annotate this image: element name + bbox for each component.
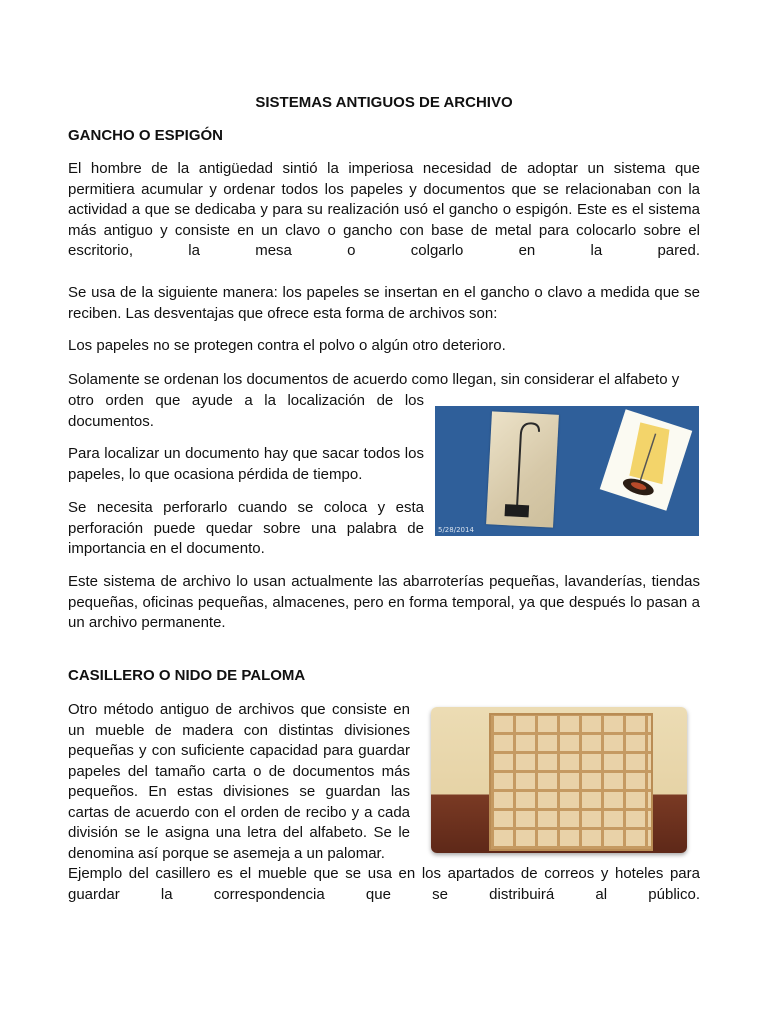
paragraph-text: Los papeles no se protegen contra el polvo o algún otro deterioro. [68,337,506,354]
paragraph-text: Ejemplo del casillero es el mueble que se usa en los apartados de correos y hoteles para guardar la correspondencia que se distribuirá al público. [68,865,700,903]
paragraph [68,444,424,485]
hook-icon [486,411,559,527]
spike-card [600,409,693,511]
section-heading-casillero: CASILLERO O NIDO DE PALOMA [68,667,306,684]
paragraph-text: Solamente se ordenan los documentos de acuerdo como llegan, sin considerar el alfabeto y [68,371,680,388]
gancho-espigon-image [435,406,699,536]
paragraph [68,391,424,432]
paragraph [68,572,700,634]
paragraph-text: Este sistema de archivo lo usan actualmente las abarroterías pequeñas, lavanderías, tiendas pequeñas, oficinas pequeñas, almacenes, pero en forma temporal, ya que después lo pasan a un archivo permanente. [68,573,700,631]
pigeonhole-shelf [489,713,653,851]
paragraph-text: otro orden que ayude a la localización de los documentos. [68,392,424,430]
paragraph-text: Se necesita perforarlo cuando se coloca y esta perforación puede quedar sobre una palabra de importancia en el documento. [68,499,424,557]
paragraph [68,864,700,905]
section-heading-gancho: GANCHO O ESPIGÓN [68,127,224,144]
paragraph [68,159,700,262]
hook-photo [486,411,559,527]
spike-icon [600,409,693,511]
paragraph-text: Otro método antiguo de archivos que consiste en un mueble de madera con distintas divisiones pequeñas y con suficiente capacidad para guardar papeles del tamaño carta o de documentos más pequeños. En estas divisiones se guardan las cartas de acuerdo con el orden de recibo y a cada división se le asigna una letra del alfabeto. Se le denomina así porque se asemeja a un palomar. [68,701,410,862]
paragraph [68,283,700,324]
paragraph-text: Se usa de la siguiente manera: los papeles se insertan en el gancho o clavo a medida que se reciben. Las desventajas que ofrece esta forma de archivos son: [68,284,700,322]
document-title: SISTEMAS ANTIGUOS DE ARCHIVO [255,94,513,111]
paragraph-text: Para localizar un documento hay que sacar todos los papeles, lo que ocasiona pérdida de tiempo. [68,445,424,483]
paragraph [68,336,700,357]
paragraph [68,370,700,391]
paragraph [68,498,424,560]
paragraph-text: El hombre de la antigüedad sintió la imperiosa necesidad de adoptar un sistema que permitiera acumular y ordenar todos los papeles y documentos que se relacionaban con la actividad a que se dedicaba y para su realización usó el gancho o espigón. Este es el sistema más antiguo y consiste en un clavo o gancho con base de metal para colocarlo sobre el escritorio, la mesa o colgarlo en la pared. [68,160,700,259]
image-date: 5/28/2014 [438,526,474,534]
paragraph [68,700,410,864]
casillero-image [431,707,687,853]
